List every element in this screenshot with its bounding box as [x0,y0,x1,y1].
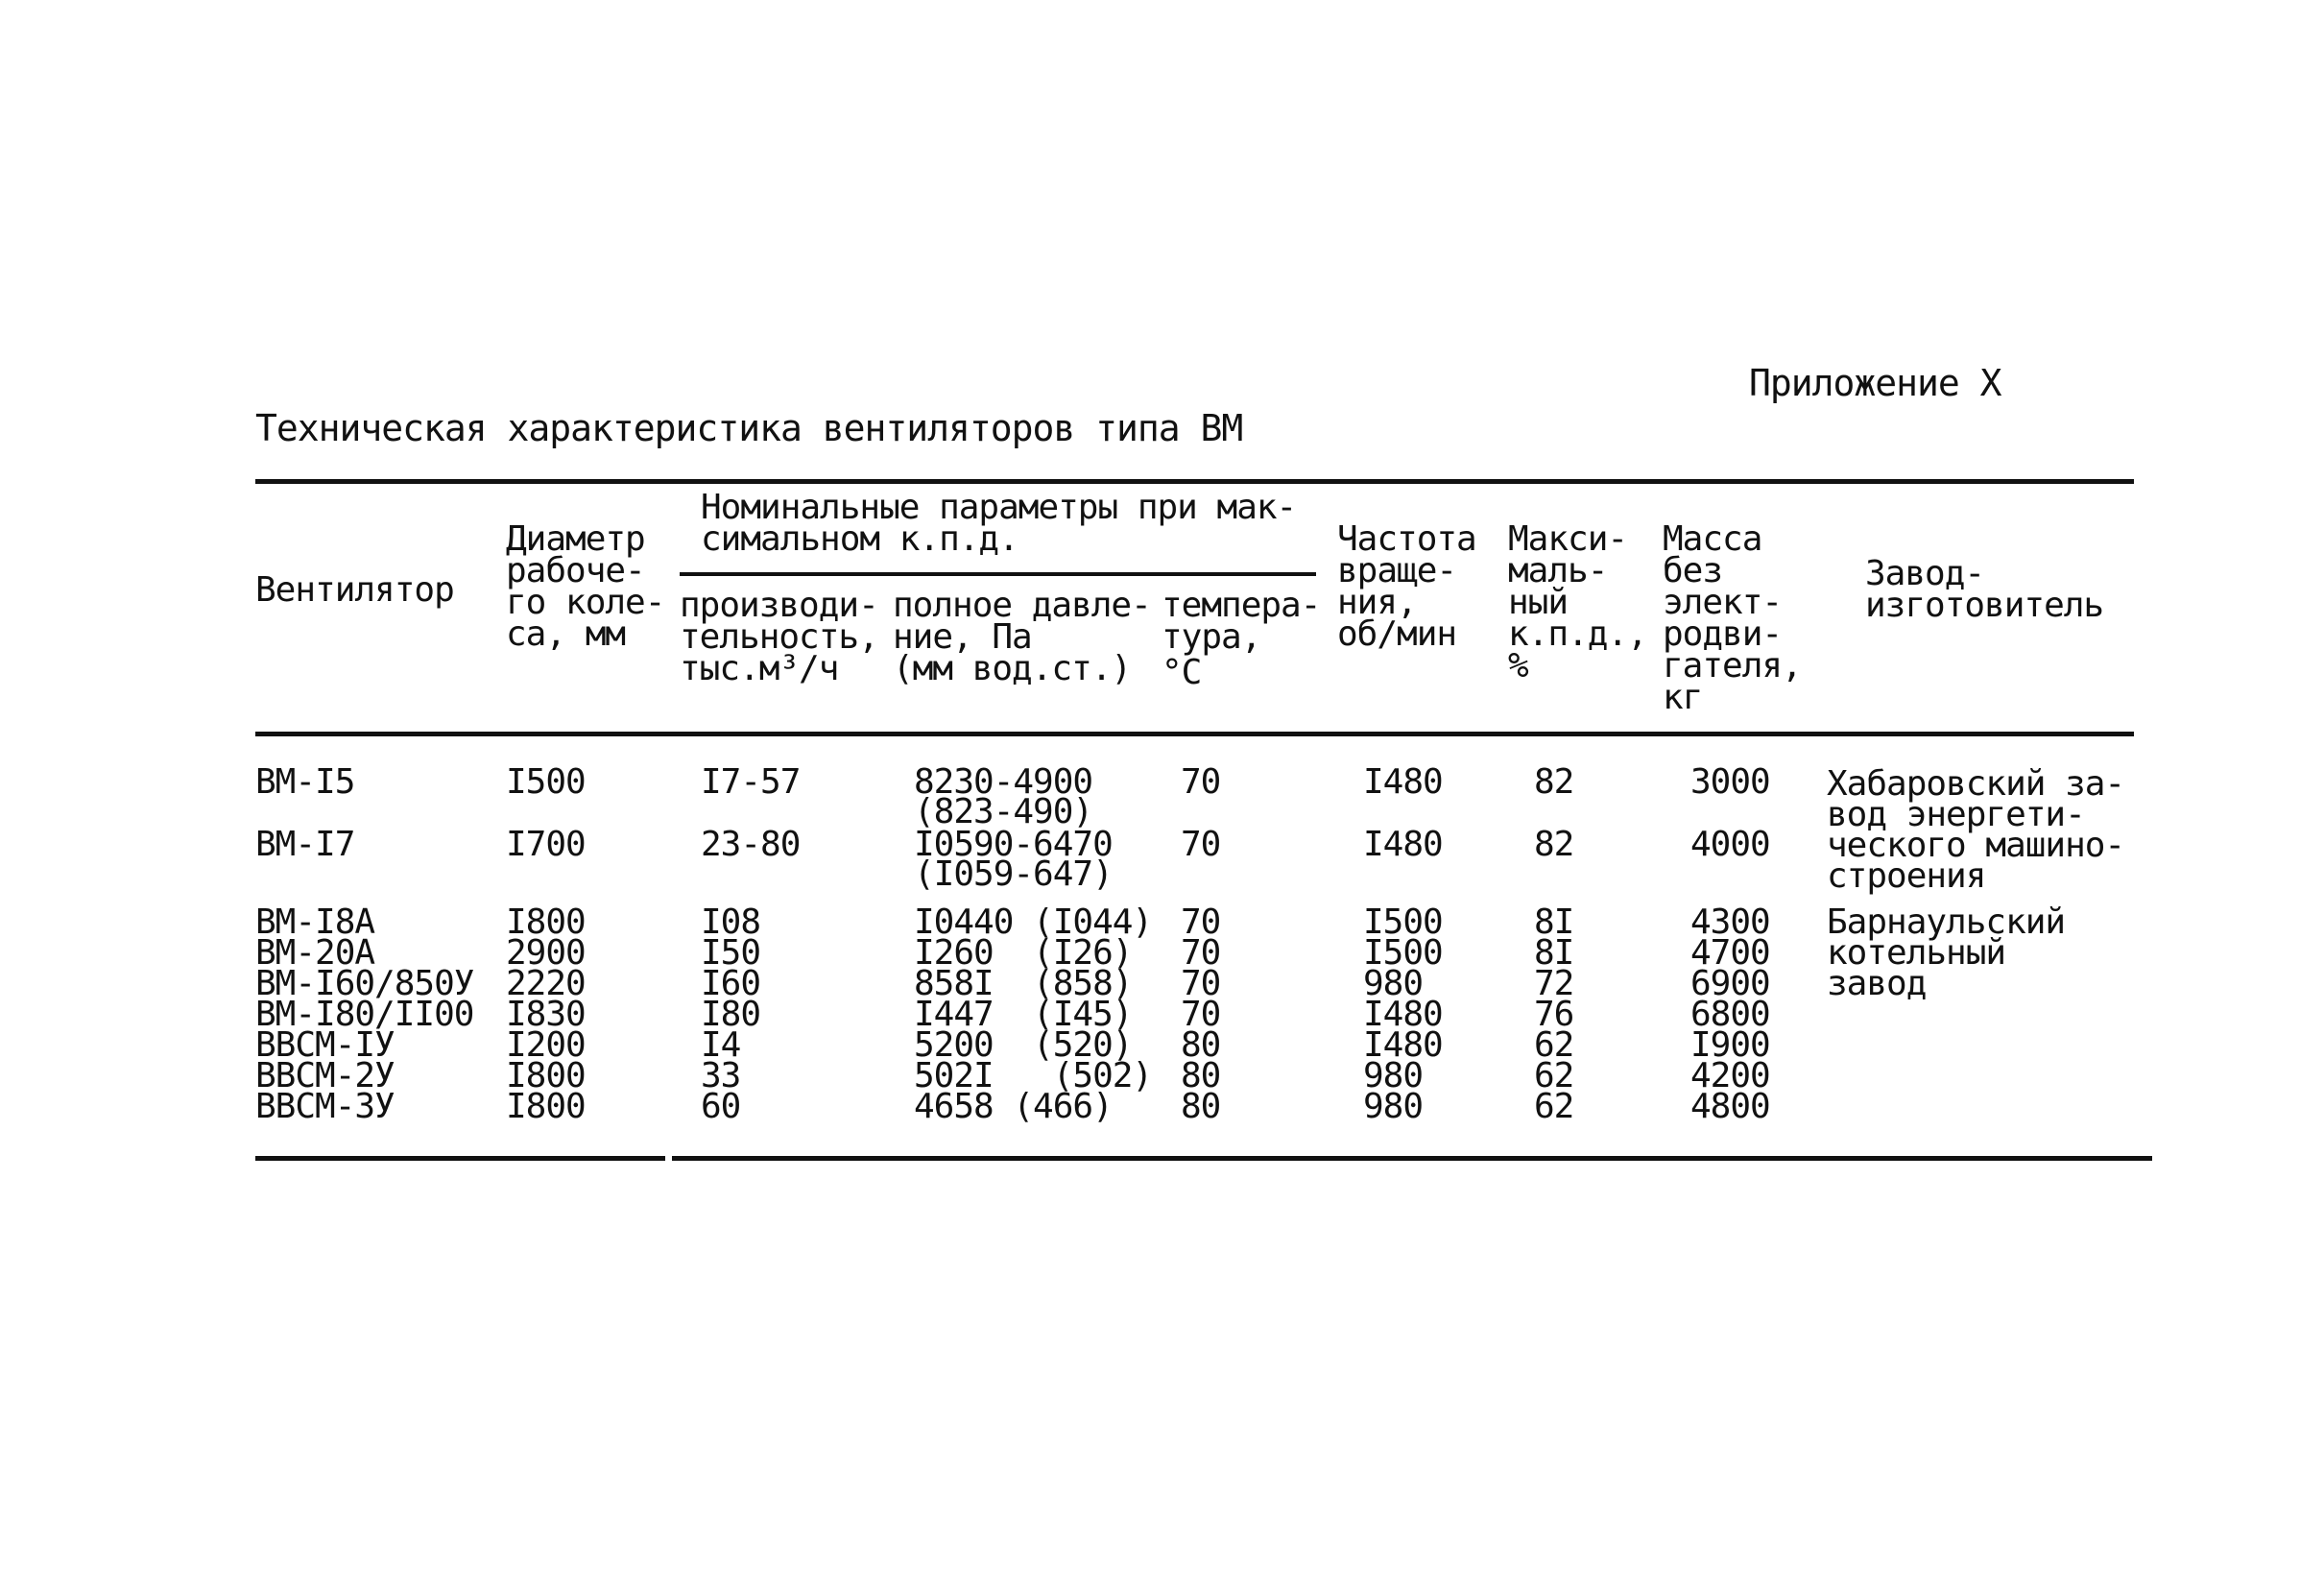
header-efficiency-line: маль- [1508,551,1608,590]
cell-pressure: 858I (858) [914,964,1133,1003]
cell-diameter: I800 [506,1087,586,1126]
cell-efficiency: 62 [1534,1025,1574,1065]
cell-rpm: I480 [1363,825,1443,864]
header-temperature-line: тура, [1162,617,1261,657]
cell-pressure: 502I (502) [914,1056,1153,1095]
cell-temperature: 70 [1181,964,1221,1003]
header-pressure-line: полное давле- [893,586,1151,625]
header-diameter-line: са, мм [506,614,626,654]
cell-mass: 3000 [1690,762,1770,802]
header-capacity-line: тыс.м³/ч [680,649,839,688]
cell-rpm: 980 [1363,1056,1424,1095]
cell-temperature: 70 [1181,825,1221,864]
manufacturer-line: котельный [1827,933,2006,973]
cell-pressure: 8230-4900 [914,762,1093,802]
cell-pressure: 5200 (520) [914,1025,1133,1065]
cell-pressure: 4658 (466) [914,1087,1113,1126]
cell-capacity: 60 [701,1087,741,1126]
cell-pressure-mm: (823-490) [914,792,1093,831]
page-title: Техническая характеристика вентиляторов типа ВМ [255,407,1243,449]
cell-pressure: I260 (I26) [914,933,1133,973]
header-mass-line: Масса [1663,519,1762,559]
header-rpm-line: ния, [1337,583,1417,622]
manufacturer-line: завод [1827,964,1927,1003]
cell-pressure-mm: (I059-647) [914,854,1113,894]
cell-fan: ВМ-I8А [255,902,375,942]
cell-efficiency: 76 [1534,995,1574,1034]
cell-mass: 4200 [1690,1056,1770,1095]
cell-diameter: I200 [506,1025,586,1065]
cell-temperature: 70 [1181,933,1221,973]
cell-efficiency: 62 [1534,1087,1574,1126]
header-mass-line: элект- [1663,583,1783,622]
cell-efficiency: 82 [1534,825,1574,864]
cell-temperature: 70 [1181,995,1221,1034]
cell-diameter: I800 [506,902,586,942]
header-rpm-line: враще- [1337,551,1457,590]
cell-rpm: 980 [1363,964,1424,1003]
cell-efficiency: 62 [1534,1056,1574,1095]
header-nominal-group-line: Номинальные параметры при мак- [701,488,1297,527]
cell-rpm: I500 [1363,902,1443,942]
cell-diameter: 2900 [506,933,586,973]
header-efficiency-line: % [1508,646,1528,686]
cell-diameter: I830 [506,995,586,1034]
cell-fan: ВМ-I60/850У [255,964,474,1003]
manufacturer-line: Хабаровский за- [1827,764,2125,804]
header-diameter-line: рабоче- [506,551,645,590]
table-bottom-rule-left [255,1156,665,1161]
cell-rpm: I480 [1363,762,1443,802]
cell-mass: I900 [1690,1025,1770,1065]
header-bottom-rule [255,732,2134,736]
cell-capacity: I08 [701,902,761,942]
nominal-group-underline [680,572,1316,576]
appendix-label: Приложение X [1749,362,2001,404]
cell-diameter: 2220 [506,964,586,1003]
header-nominal-group-line: симальном к.п.д. [701,519,1018,559]
cell-rpm: I500 [1363,933,1443,973]
header-diameter-line: го коле- [506,583,665,622]
cell-temperature: 80 [1181,1087,1221,1126]
header-capacity-line: тельность, [680,617,878,657]
cell-mass: 6800 [1690,995,1770,1034]
cell-mass: 4000 [1690,825,1770,864]
header-mass-line: без [1663,551,1723,590]
header-mass-line: родви- [1663,614,1783,654]
cell-pressure: I447 (I45) [914,995,1133,1034]
cell-pressure: I0590-6470 [914,825,1113,864]
header-temperature-line: темпера- [1162,586,1321,625]
cell-capacity: I50 [701,933,761,973]
cell-rpm: 980 [1363,1087,1424,1126]
cell-pressure: I0440 (I044) [914,902,1153,942]
cell-diameter: I500 [506,762,586,802]
header-pressure-line: (мм вод.ст.) [893,649,1132,688]
cell-mass: 4700 [1690,933,1770,973]
cell-fan: ВМ-I7 [255,825,355,864]
header-manufacturer-line: Завод- [1865,554,1985,593]
header-efficiency-line: к.п.д., [1508,614,1647,654]
header-rpm-line: об/мин [1337,614,1457,654]
cell-capacity: I60 [701,964,761,1003]
cell-fan: ВВСМ-3У [255,1087,395,1126]
table-bottom-rule-right [672,1156,2152,1161]
header-diameter-line: Диаметр [506,519,645,559]
cell-efficiency: 8I [1534,902,1574,942]
cell-mass: 4800 [1690,1087,1770,1126]
cell-fan: ВМ-I5 [255,762,355,802]
cell-efficiency: 72 [1534,964,1574,1003]
manufacturer-line: строения [1827,856,1986,896]
header-pressure-line: ние, Па [893,617,1032,657]
cell-fan: ВВСМ-2У [255,1056,395,1095]
header-fan: Вентилятор [255,570,454,610]
header-efficiency-line: ный [1508,583,1569,622]
manufacturer-line: Барнаульский [1827,902,2066,942]
cell-capacity: 33 [701,1056,741,1095]
cell-efficiency: 8I [1534,933,1574,973]
header-mass-line: кг [1663,678,1703,717]
cell-fan: ВМ-I80/II00 [255,995,474,1034]
cell-capacity: I4 [701,1025,741,1065]
cell-mass: 4300 [1690,902,1770,942]
header-efficiency-line: Макси- [1508,519,1628,559]
header-rpm-line: Частота [1337,519,1476,559]
cell-mass: 6900 [1690,964,1770,1003]
table-top-rule [255,479,2134,484]
header-temperature-line: °С [1162,653,1202,692]
cell-temperature: 80 [1181,1056,1221,1095]
cell-diameter: I700 [506,825,586,864]
cell-temperature: 80 [1181,1025,1221,1065]
header-capacity-line: производи- [680,586,878,625]
manufacturer-line: ческого машино- [1827,826,2125,865]
header-manufacturer-line: изготовитель [1865,586,2104,625]
cell-fan: ВВСМ-IУ [255,1025,395,1065]
cell-capacity: 23-80 [701,825,801,864]
cell-temperature: 70 [1181,902,1221,942]
cell-rpm: I480 [1363,1025,1443,1065]
cell-fan: ВМ-20А [255,933,375,973]
cell-temperature: 70 [1181,762,1221,802]
header-mass-line: гателя, [1663,646,1802,686]
cell-rpm: I480 [1363,995,1443,1034]
manufacturer-line: вод энергети- [1827,795,2085,834]
cell-diameter: I800 [506,1056,586,1095]
cell-efficiency: 82 [1534,762,1574,802]
cell-capacity: I7-57 [701,762,801,802]
cell-capacity: I80 [701,995,761,1034]
